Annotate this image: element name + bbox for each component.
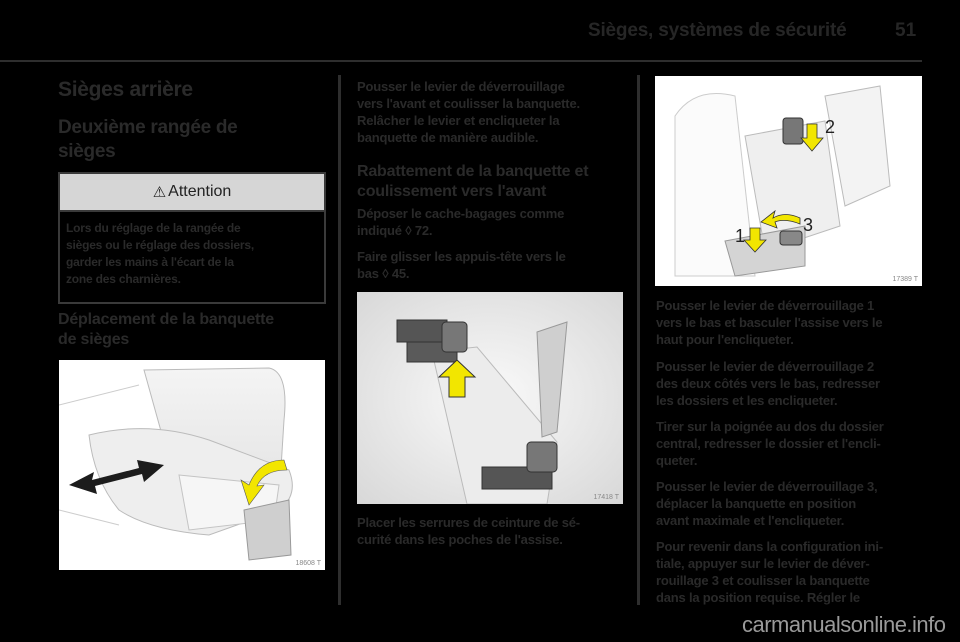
paragraph-line: Pousser le levier de déverrouillage 2 [656,359,875,374]
seat-slide-illustration [59,360,325,570]
paragraph-line: Pousser le levier de déverrouillage 1 [656,298,875,313]
paragraph-line: vers le bas et basculer l'assise vers le [656,315,883,330]
paragraph-line: curité dans les poches de l'assise. [357,532,563,547]
paragraph-line: rouillage 3 et coulisser la banquette [656,573,870,588]
paragraph-line: tiale, appuyer sur le levier de déver- [656,556,870,571]
figure-code: 17418 T [593,494,619,501]
paragraph-line: Déposer le cache-bagages comme [357,206,565,221]
right-paragraph-4 [656,478,877,529]
paragraph-line: dans la position requise. Régler le [656,590,860,605]
paragraph-line: queter. [656,453,698,468]
svg-text:1: 1 [735,226,746,246]
page-number: 51 [895,20,917,41]
warning-label: Attention [168,183,232,200]
paragraph-line: Pousser le levier de déverrouillage 3, [656,479,878,494]
warning-line: zone des charnières. [66,272,181,286]
column-divider-left [338,75,341,605]
caption-paragraph [357,514,580,548]
paragraph-line: Placer les serrures de ceinture de sé- [357,515,580,530]
right-paragraph-1 [656,297,882,348]
subsection-title [58,116,237,164]
right-paragraph-2 [656,358,880,409]
paragraph-line: indiqué ◊ 72. [357,223,433,238]
warning-header [60,174,324,212]
section-title: Sièges arrière [58,78,193,101]
heading-fold-forward [357,162,588,202]
heading-line: Déplacement de la banquette [58,311,274,328]
step-lower-headrests [357,248,566,282]
warning-box [58,172,326,304]
heading-line: Rabattement de la banquette et [357,163,589,180]
figure-seat-slide [59,360,325,570]
figure-code: 17389 T [892,276,918,283]
intro-paragraph [357,78,580,146]
fold-levers-illustration [655,76,922,286]
running-header-title: Sièges, systèmes de sécurité [588,20,847,41]
subsection-title-line1: Deuxième rangée de [58,117,238,138]
paragraph-line: vers l'avant et coulisser la banquette. [357,96,580,111]
warning-line: garder les mains à l'écart de la [66,255,234,269]
paragraph-line: Pour revenir dans la configuration ini- [656,539,883,554]
watermark: carmanualsonline.info [742,612,946,637]
svg-text:3: 3 [803,215,814,235]
paragraph-line: bas ◊ 45. [357,266,410,281]
warning-line: Lors du réglage de la rangée de [66,221,241,235]
subsection-title-line2: sièges [58,141,116,162]
paragraph-line: Relâcher le levier et encliqueter la [357,113,560,128]
paragraph-line: Pousser le levier de déverrouillage [357,79,565,94]
paragraph-line: central, redresser le dossier et l'encli- [656,436,881,451]
paragraph-line: les dossiers et les encliqueter. [656,393,838,408]
paragraph-line: des deux côtés vers le bas, redresser [656,376,880,391]
right-paragraph-5 [656,538,883,606]
step-remove-cover [357,205,564,239]
right-paragraph-3 [656,418,884,469]
figure-belt-buckles [357,292,623,504]
paragraph-line: Tirer sur la poignée au dos du dossier [656,419,884,434]
paragraph-line: haut pour l'encliqueter. [656,332,794,347]
paragraph-line: Faire glisser les appuis-tête vers le [357,249,566,264]
heading-line: de sièges [58,331,130,348]
figure-code: 18608 T [295,560,321,567]
paragraph-line: déplacer la banquette en position [656,496,856,511]
heading-line: coulissement vers l'avant [357,183,547,200]
belt-buckles-illustration [357,292,623,504]
heading-seat-movement [58,310,274,350]
svg-text:2: 2 [825,117,836,137]
column-divider-right [637,75,640,605]
paragraph-line: banquette de manière audible. [357,130,539,145]
warning-text [60,212,324,288]
warning-line: sièges ou le réglage des dossiers, [66,238,254,252]
paragraph-line: avant maximale et l'encliqueter. [656,513,845,528]
warning-triangle-icon: ⚠ [152,184,167,201]
header-rule [0,60,922,62]
figure-fold-levers [655,76,922,286]
